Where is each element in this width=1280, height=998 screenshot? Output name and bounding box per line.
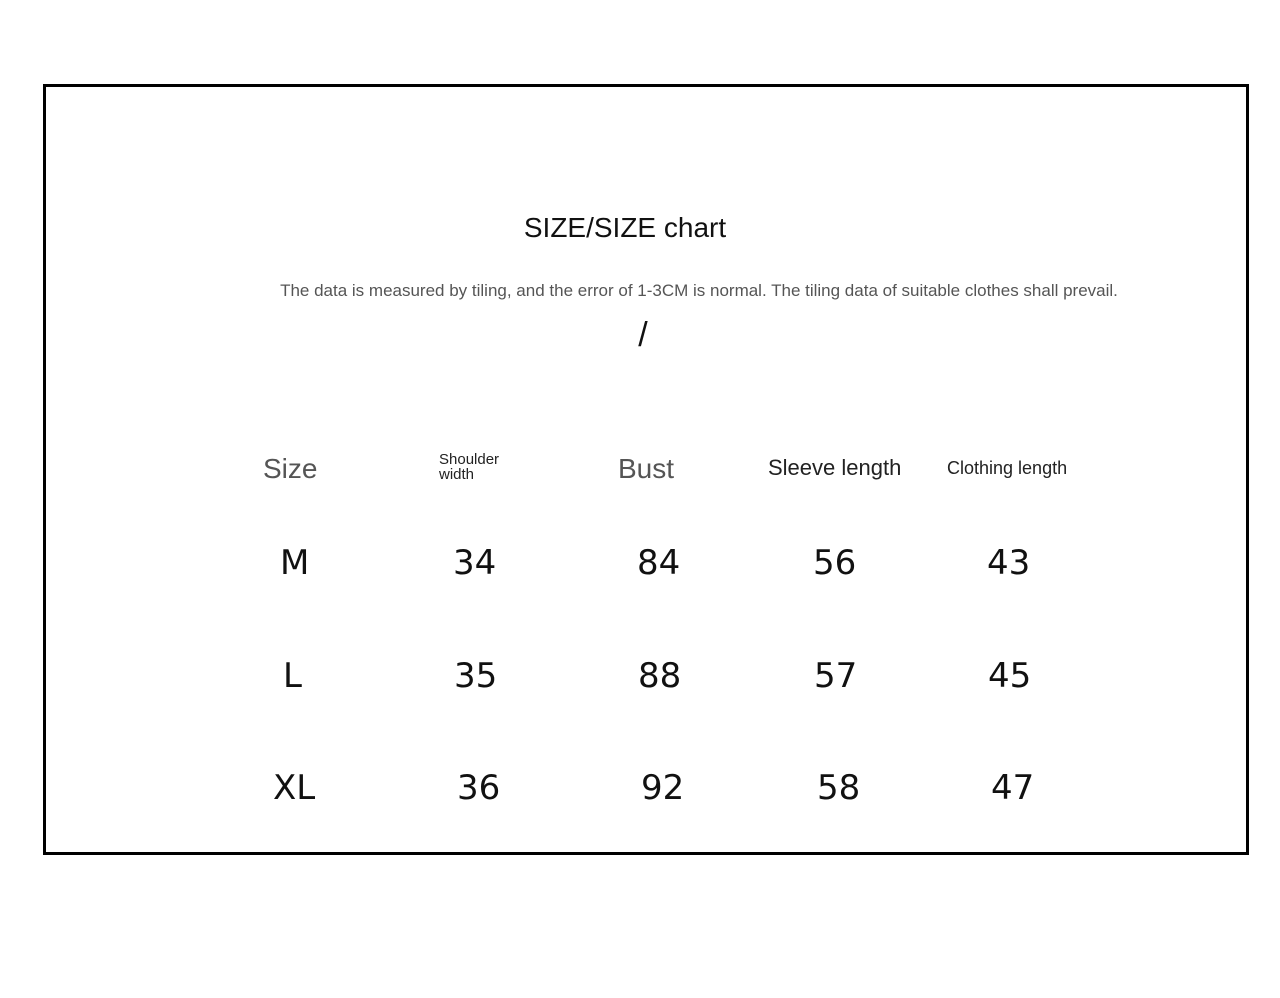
table-row-m-bust: 84 xyxy=(637,543,681,583)
table-row-l-bust: 88 xyxy=(638,656,682,696)
table-row-l-shoulder: 35 xyxy=(454,656,498,696)
header-shoulder-width: Shoulder width xyxy=(439,451,500,483)
table-row-m-sleeve: 56 xyxy=(813,543,857,583)
table-row-m-clothing: 43 xyxy=(987,543,1031,583)
measurement-note: The data is measured by tiling, and the error of 1-3CM is normal. The tiling data of suitable clothes shall prevail. xyxy=(280,281,1118,300)
header-sleeve-length: Sleeve length xyxy=(768,455,902,480)
chart-title: SIZE/SIZE chart xyxy=(523,212,727,243)
table-row-l-size: L xyxy=(283,656,302,696)
table-row-xl-clothing: 47 xyxy=(991,768,1035,808)
table-row-l-clothing: 45 xyxy=(988,656,1032,696)
table-row-xl-bust: 92 xyxy=(641,768,685,808)
header-clothing-length: Clothing length xyxy=(947,458,1068,478)
header-size: Size xyxy=(263,453,318,484)
table-row-xl-sleeve: 58 xyxy=(817,768,861,808)
header-bust: Bust xyxy=(618,453,675,484)
table-row-xl-size: XL xyxy=(273,768,316,808)
separator-slash: / xyxy=(638,316,648,354)
table-row-l-sleeve: 57 xyxy=(814,656,858,696)
table-row-m-size: M xyxy=(280,543,310,583)
table-row-m-shoulder: 34 xyxy=(453,543,497,583)
table-row-xl-shoulder: 36 xyxy=(457,768,501,808)
